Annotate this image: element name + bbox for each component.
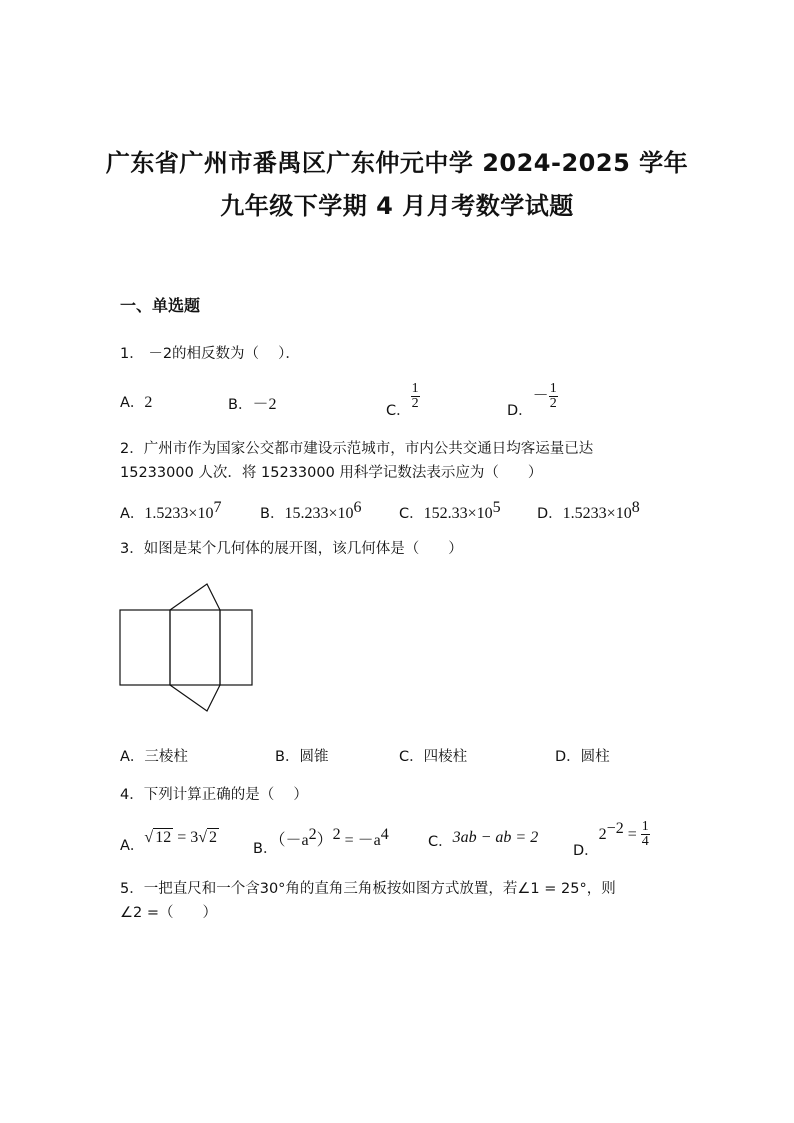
net-left-rectangle: [120, 610, 170, 685]
q1-option-a: A．2: [120, 394, 153, 411]
q4-option-d: D．$2^{-2}$ = $\frac{1}{4}$: [573, 819, 649, 859]
q1-option-d: D．－ $\frac{1}{2}$: [507, 381, 557, 419]
q2-option-d: D．$1.5233\times 10^8$: [537, 499, 640, 522]
title-line-2: 九年级下学期 4 月月考数学试题: [220, 192, 574, 220]
q4-option-a: A．√ 12 = 3√ 2: [120, 829, 218, 854]
prism-net-figure: [118, 580, 256, 716]
q4-stem: 4．下列计算正确的是（ ）: [120, 787, 308, 803]
title-line-1: 广东省广州市番禺区广东仲元中学 2024-2025 学年: [105, 149, 689, 177]
q1-option-c: C． $\frac{1}{2}$: [386, 381, 419, 419]
q3-option-c: C．四棱柱: [399, 749, 468, 765]
q2-option-c: C．$152.33\times 10^5$: [399, 499, 501, 522]
q5-stem-line-1: 5．一把直尺和一个含30°角的直角三角板按如图方式放置，若∠1 = 25°，则: [120, 881, 616, 897]
q2-stem-line-2: 15233000 人次．将 15233000 用科学记数法表示应为（ ）: [120, 465, 543, 481]
q4-option-c: C．3ab − ab = 2: [428, 829, 539, 850]
net-bottom-triangle: [170, 685, 220, 711]
q2-option-b: B．$15.233\times 10^6$: [260, 499, 362, 522]
q3-option-b: B．圆锥: [275, 749, 329, 765]
q2-option-a: A．$1.5233\times 10^7$: [120, 499, 222, 522]
section-heading: 一、单选题: [120, 296, 201, 315]
q4-option-b: B．$(-a^2)^2 = -a^4$: [253, 826, 389, 857]
net-right-rectangle: [220, 610, 252, 685]
q3-stem: 3．如图是某个几何体的展开图，该几何体是（ ）: [120, 541, 463, 557]
q3-option-a: A．三棱柱: [120, 749, 188, 765]
net-top-triangle: [170, 584, 220, 610]
q1-stem: 1． －2的相反数为（ ）．: [120, 346, 300, 362]
q5-stem-line-2: ∠2 =（ ）: [120, 905, 217, 921]
q3-option-d: D．圆柱: [555, 749, 610, 765]
q1-option-b: B．－2: [228, 396, 277, 413]
q2-stem-line-1: 2．广州市作为国家公交都市建设示范城市，市内公共交通日均客运量已达: [120, 441, 594, 457]
net-middle-rectangle: [170, 610, 220, 685]
